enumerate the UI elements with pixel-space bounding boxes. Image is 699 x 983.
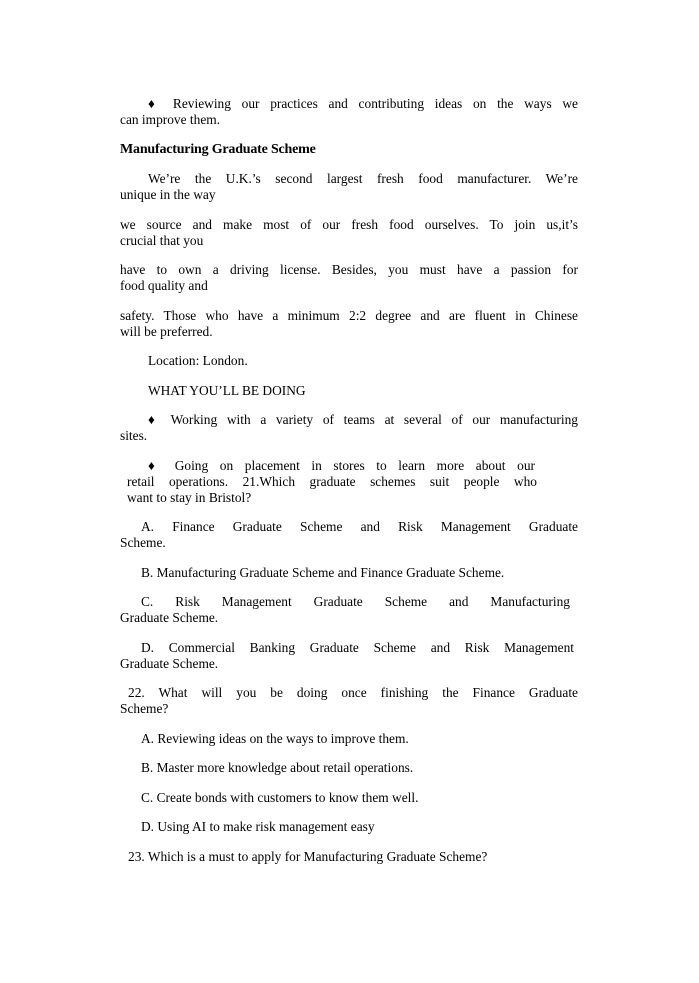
bullet-1-line-2: sites. <box>120 428 148 443</box>
description-para1-line-1: We’re the U.K.’s second largest fresh food manufacturer. We’re <box>148 171 578 186</box>
bullet-2-line-1: ♦ Going on placement in stores to learn more about our <box>148 458 535 473</box>
description-para3-line-2: food quality and <box>120 278 208 293</box>
description-para1-line-2: unique in the way <box>120 187 216 202</box>
intro-bullet-line-1: ♦ Reviewing our practices and contributing ideas on the ways we <box>148 96 578 111</box>
q21-option-b: B. Manufacturing Graduate Scheme and Finance Graduate Scheme. <box>141 565 505 580</box>
q22-line-1: 22. What will you be doing once finishing the Finance Graduate <box>128 685 578 700</box>
q21-option-c-line-2: Graduate Scheme. <box>120 610 219 625</box>
q22-option-d: D. Using AI to make risk management easy <box>141 819 375 834</box>
q21-option-a-line-2: Scheme. <box>120 535 166 550</box>
description-para4-line-2: will be preferred. <box>120 324 213 339</box>
q21-option-d-line-1: D. Commercial Banking Graduate Scheme and Risk Management <box>141 640 574 655</box>
bullet-2-line-2: retail operations. 21.Which graduate schemes suit people who <box>127 474 537 489</box>
q21-option-d-line-2: Graduate Scheme. <box>120 656 219 671</box>
q23-question: 23. Which is a must to apply for Manufacturing Graduate Scheme? <box>128 849 488 864</box>
q21-option-a-line-1: A. Finance Graduate Scheme and Risk Management Graduate <box>141 519 578 534</box>
description-para2-line-1: we source and make most of our fresh food ourselves. To join us,it’s <box>120 217 578 232</box>
q21-option-c-line-1: C. Risk Management Graduate Scheme and Manufacturing <box>141 594 570 609</box>
intro-bullet-line-2: can improve them. <box>120 112 221 127</box>
q22-option-a: A. Reviewing ideas on the ways to improve them. <box>141 731 409 746</box>
description-para3-line-1: have to own a driving license. Besides, you must have a passion for <box>120 262 578 277</box>
q22-option-b: B. Master more knowledge about retail operations. <box>141 760 414 775</box>
doing-heading: WHAT YOU’LL BE DOING <box>148 383 306 398</box>
q22-option-c: C. Create bonds with customers to know them well. <box>141 790 419 805</box>
location-text: Location: London. <box>148 353 248 368</box>
section-heading: Manufacturing Graduate Scheme <box>120 142 316 157</box>
description-para4-line-1: safety. Those who have a minimum 2:2 degree and are fluent in Chinese <box>120 308 578 323</box>
bullet-2-line-3: want to stay in Bristol? <box>127 490 252 505</box>
bullet-1-line-1: ♦ Working with a variety of teams at several of our manufacturing <box>148 412 578 427</box>
description-para2-line-2: crucial that you <box>120 233 204 248</box>
q22-line-2: Scheme? <box>120 701 169 716</box>
